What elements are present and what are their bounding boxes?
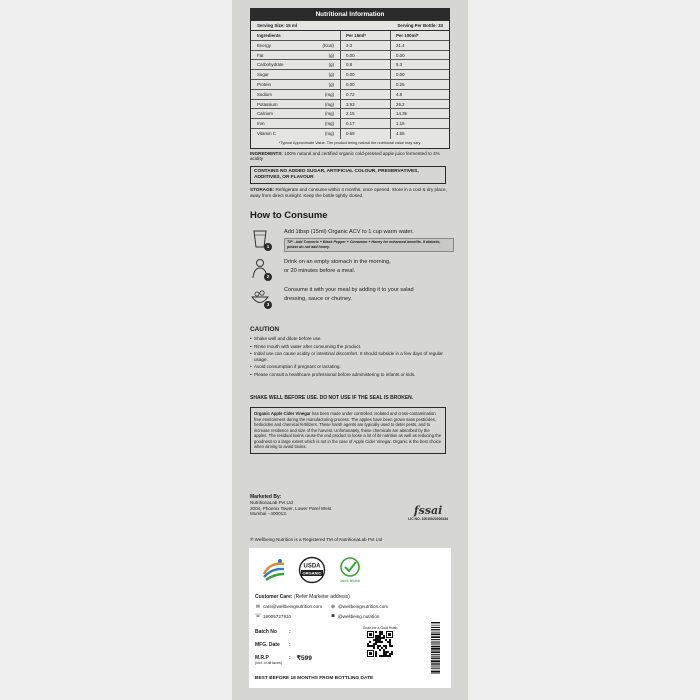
step-2 (250, 258, 450, 280)
nutrient-unit: (mg) (324, 130, 334, 136)
barcode-icon (431, 622, 445, 680)
website-contact[interactable]: ⊕ @wellbeingnutrition.com (330, 604, 389, 611)
nutrient-per100: 4.8 (396, 91, 403, 97)
nutrient-per100: 0.00 (396, 72, 405, 78)
ingredients-text: 100% natural and certified organic cold-pressed apple juice fermented to 4% acidity (250, 150, 440, 162)
qr-caption: Scan for a Gold Rush (363, 625, 398, 630)
nutrition-header-row (251, 31, 449, 41)
nutrient-unit: (mg) (324, 101, 334, 107)
nutrient-per100: 0.00 (396, 52, 405, 58)
customer-care-note: (Refer Marketer address) (293, 593, 350, 600)
nutrition-row (251, 109, 449, 119)
nutrient-per15: 0.00 (341, 80, 391, 89)
storage (250, 187, 450, 198)
customer-care (255, 594, 445, 600)
caution-list (250, 336, 450, 377)
price: ₹599 (296, 655, 312, 663)
nutrition-row (251, 60, 449, 70)
nutrient-per100: 4.65 (396, 130, 405, 136)
nutrient-name: Fat (257, 52, 264, 58)
nutrient-unit: (mg) (324, 111, 334, 117)
marketer-line1: NutritionaLab Pvt Ltd (250, 499, 293, 505)
about-product: Organic Apple Cider Vinegar (254, 411, 311, 417)
nutrition-note: *Typical Approximate Value. The product being natural the nutritional value may vary. (278, 140, 422, 145)
email-contact[interactable]: ✉ care@wellbeingnutrition.com (255, 604, 323, 611)
nutrient-per15: 3.3 (341, 41, 391, 50)
nutrient-per15: 0.8 (341, 60, 391, 69)
nutrient-name: Protein (257, 81, 271, 87)
nutrient-name: Iron (257, 121, 265, 127)
storage-label: STORAGE: (250, 186, 275, 192)
globe-icon: ⊕ (330, 604, 336, 611)
step-1 (250, 228, 450, 252)
step-2-text-b: or 20 minutes before a meal. (284, 267, 356, 274)
batch-field: Batch No : (255, 628, 291, 635)
step-1-text: Add 1tbsp (15ml) Organic ACV to 1 cup warm water. (284, 229, 414, 236)
trademark-text: Wellbeing Nutrition is a Registered TM of NutritionaLab Pvt Ltd (254, 537, 383, 543)
nutrient-unit: (g) (328, 72, 334, 78)
stomach-icon: 2 (250, 258, 270, 280)
marketer-line2: 2004, Phoenix Tower, Lower Parel West (250, 505, 332, 511)
header-ingredient: Ingredients (257, 33, 281, 38)
marketer-label: Marketed By: (250, 493, 282, 500)
jaivik-bharat-logo (336, 556, 364, 584)
nutrient-per100: 21.4 (396, 42, 405, 48)
qr-code-icon[interactable] (367, 631, 393, 657)
nutrient-unit: (mg) (324, 121, 334, 127)
step-3-text-a: Consume it with your meal by adding it to your salad (284, 287, 414, 294)
fssai-logo: fssai (413, 503, 443, 517)
phone-contact[interactable]: ☏ 18005727910 (255, 613, 292, 620)
nutrient-unit: (g) (328, 62, 334, 68)
svg-text:ORGANIC: ORGANIC (302, 570, 322, 576)
qr-block (363, 626, 397, 660)
shake-warning: SHAKE WELL BEFORE USE. DO NOT USE IF THE SEAL IS BROKEN. (250, 395, 414, 402)
info-card (249, 548, 451, 688)
header-per100: Per 100ml* (396, 33, 419, 38)
nutrient-name: Carbohydrate (257, 62, 284, 68)
mrp-field: M.R.P (incl. of all taxes) : ₹599 (255, 655, 312, 666)
customer-care-label: Customer Care: (255, 593, 293, 600)
nutrient-per15: 0.00 (341, 51, 391, 60)
fssai-block (408, 504, 448, 522)
usda-organic-logo (298, 556, 326, 584)
nutrient-name: Sugar (257, 72, 269, 78)
nutrient-unit: (Kcal) (322, 42, 334, 48)
caution-item: • Shake well and dilute before use. (250, 336, 450, 342)
serving-info (251, 21, 449, 31)
nutrition-row (251, 70, 449, 80)
fssai-license: LIC NO. 10019022009134 (408, 517, 448, 522)
nutrient-name: Calcium (257, 111, 273, 117)
serving-size: Serving Size: 15 ml (257, 23, 298, 28)
caution-item: • Please consult a healthcare professional before administering to infants or kids. (250, 372, 450, 378)
nutrient-unit: (mg) (324, 91, 334, 97)
label-content (250, 8, 450, 688)
step-2-text-a: Drink on an empty stomach in the morning, (284, 259, 391, 266)
nutrition-row (251, 41, 449, 51)
nutrient-per15: 3.93 (341, 100, 391, 109)
nutrient-per100: 14.35 (396, 111, 407, 117)
svg-text:Jaivik Bharat: Jaivik Bharat (339, 578, 361, 583)
ingredients-label: INGREDIENTS: (250, 150, 283, 156)
nutrient-name: Sodium (257, 91, 272, 97)
caution-item: • Rinse mouth with water after consuming the product. (250, 344, 450, 350)
nutrition-table (250, 8, 450, 149)
cert-logos (260, 554, 445, 586)
instagram-icon: ◙ (331, 613, 335, 620)
ingredients (250, 151, 450, 162)
instagram-contact[interactable]: ◙ @wellbeing.nutrition (331, 613, 380, 620)
registered-icon: ® (250, 537, 254, 543)
nutrition-row (251, 51, 449, 61)
caution-item: • Avoid consumption if pregnant or lactating. (250, 364, 450, 370)
how-to-title: How to Consume (250, 210, 328, 222)
nutrient-per100: 1.15 (396, 121, 405, 127)
nutrition-row (251, 90, 449, 100)
nutrition-row (251, 119, 449, 129)
nutrient-name: Potassium (257, 101, 278, 107)
nutrient-per15: 0.72 (341, 90, 391, 99)
step-3 (250, 286, 450, 308)
batch-fields (255, 629, 445, 666)
mfg-field: MFG. Date : (255, 641, 291, 648)
nutrient-per15: 0.00 (341, 70, 391, 79)
step-3-text-b: dressing, sauce or chutney. (284, 295, 352, 302)
nutrient-name: Vitamin C (257, 130, 276, 136)
trademark (250, 537, 450, 543)
about-box (250, 407, 446, 453)
nutrient-name: Energy (257, 42, 271, 48)
header-per15: Per 15ml* (341, 31, 391, 40)
nutrient-per15: 2.15 (341, 109, 391, 118)
nutrient-unit: (g) (328, 81, 334, 87)
nutrition-title: Nutritional Information (251, 9, 449, 21)
nutrient-per15: 0.69 (341, 129, 391, 139)
contact-grid (255, 604, 405, 620)
caution-title: CAUTION (250, 326, 280, 334)
nutrient-per100: 0.25 (396, 81, 405, 87)
nutrient-per100: 5.3 (396, 62, 403, 68)
caution-item: • Initial use can cause acidity or intestinal discomfort. It should subside in a few days of regular usage. (250, 351, 450, 362)
marketer-line3: Mumbai - 400013. (250, 511, 288, 517)
serving-per-bottle: Serving Per Bottle: 33 (397, 23, 443, 28)
best-before: BEST BEFORE 18 MONTHS FROM BOTTLING DATE (255, 675, 374, 681)
marketer (250, 493, 450, 522)
tip-box: TIP - Add Turmeric + Black Pepper + Cinnamon + Honey for enhanced benefits. If diabetic, please do not add honey. (284, 238, 454, 253)
nutrient-per100: 26.2 (396, 101, 405, 107)
email-icon: ✉ (255, 604, 261, 611)
cup-icon: 1 (250, 228, 270, 250)
nutrition-row (251, 129, 449, 139)
india-organic-logo (260, 556, 288, 584)
phone-icon: ☏ (255, 613, 262, 620)
salad-bowl-icon: 3 (250, 286, 270, 308)
nutrient-per15: 0.17 (341, 119, 391, 128)
nutrition-row (251, 100, 449, 110)
about-text: has been made under controlled, isolated and cross-contamination free environment during the manufacturing process. The apples have been grown sans pesticides, herbicides and chemical fertilizers. These harsh agents are typically used to deter pests, and to increase resilience and size of the harvest. Unfortunately, these chemicals are absorbed by the apples. The residual toxins cause the end product to loose a lot of its nutrition as well as reducing the goodness to a large extent which is not in the case of Apple Cider Vinegar. Organic is the best choice when aiming to avoid toxins. (254, 411, 442, 450)
nutrient-unit: (g) (328, 52, 334, 58)
svg-text:USDA: USDA (303, 563, 321, 570)
storage-text: Refrigerate and consume within 4 months, once opened. Store in a cool & dry place, away from direct sunlight. Keep the bottle tightly closed. (250, 186, 447, 198)
nutrition-row (251, 80, 449, 90)
no-added-box: CONTAINS NO ADDED SUGAR, ARTIFICIAL COLOUR, PRESERVATIVES, ADDITIVES, OR FLAVOUR (250, 166, 446, 184)
